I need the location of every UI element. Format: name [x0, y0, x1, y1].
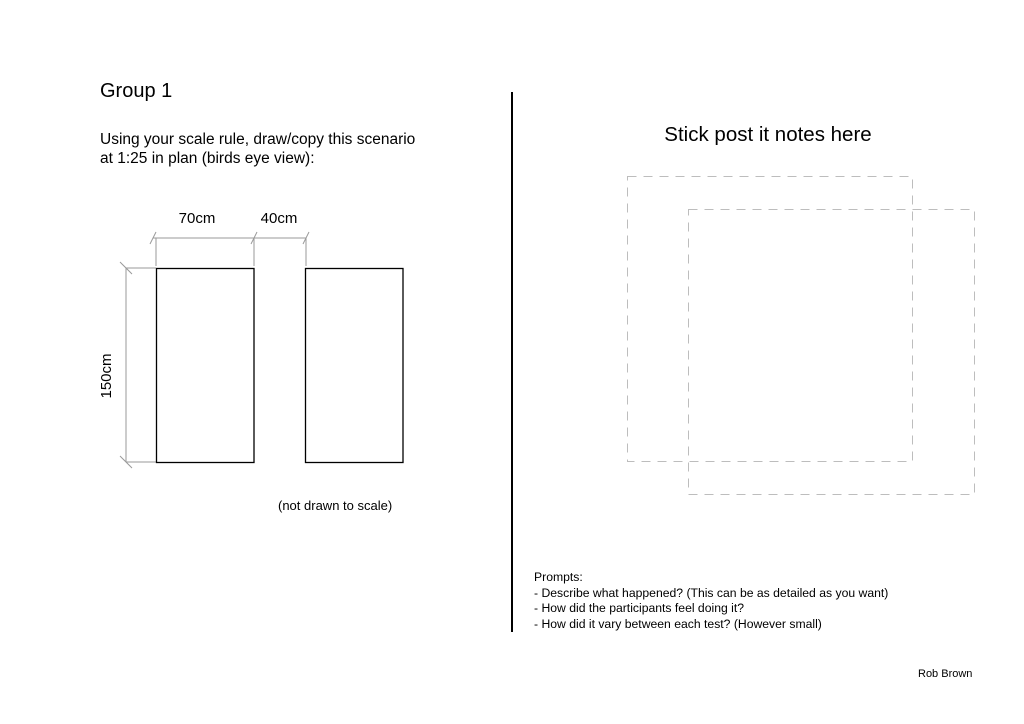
dimension-label-40cm: 40cm — [260, 210, 298, 227]
prompt-item: - How did it vary between each test? (However small) — [534, 617, 822, 632]
instruction-line-2: at 1:25 in plan (birds eye view): — [100, 150, 315, 167]
post-it-heading: Stick post it notes here — [664, 123, 872, 146]
left-dimension-line — [120, 262, 156, 468]
top-dimension-line — [150, 232, 309, 266]
post-it-area-front — [689, 210, 975, 495]
prompt-item: - Describe what happened? (This can be as detailed as you want) — [534, 585, 889, 600]
right-rectangle — [306, 269, 404, 463]
author-name: Rob Brown — [918, 668, 973, 680]
group-title: Group 1 — [100, 80, 173, 102]
prompts-list — [534, 570, 888, 633]
dimension-label-150cm: 150cm — [98, 353, 115, 399]
left-rectangle — [157, 269, 255, 463]
dimension-label-70cm: 70cm — [178, 210, 216, 227]
scale-note: (not drawn to scale) — [278, 498, 393, 513]
page-divider — [511, 92, 513, 632]
post-it-area-back — [628, 177, 913, 462]
prompt-item: - How did the participants feel doing it? — [534, 601, 745, 616]
instruction-line-1: Using your scale rule, draw/copy this scenario — [100, 131, 416, 148]
prompts-label: Prompts: — [534, 570, 583, 584]
